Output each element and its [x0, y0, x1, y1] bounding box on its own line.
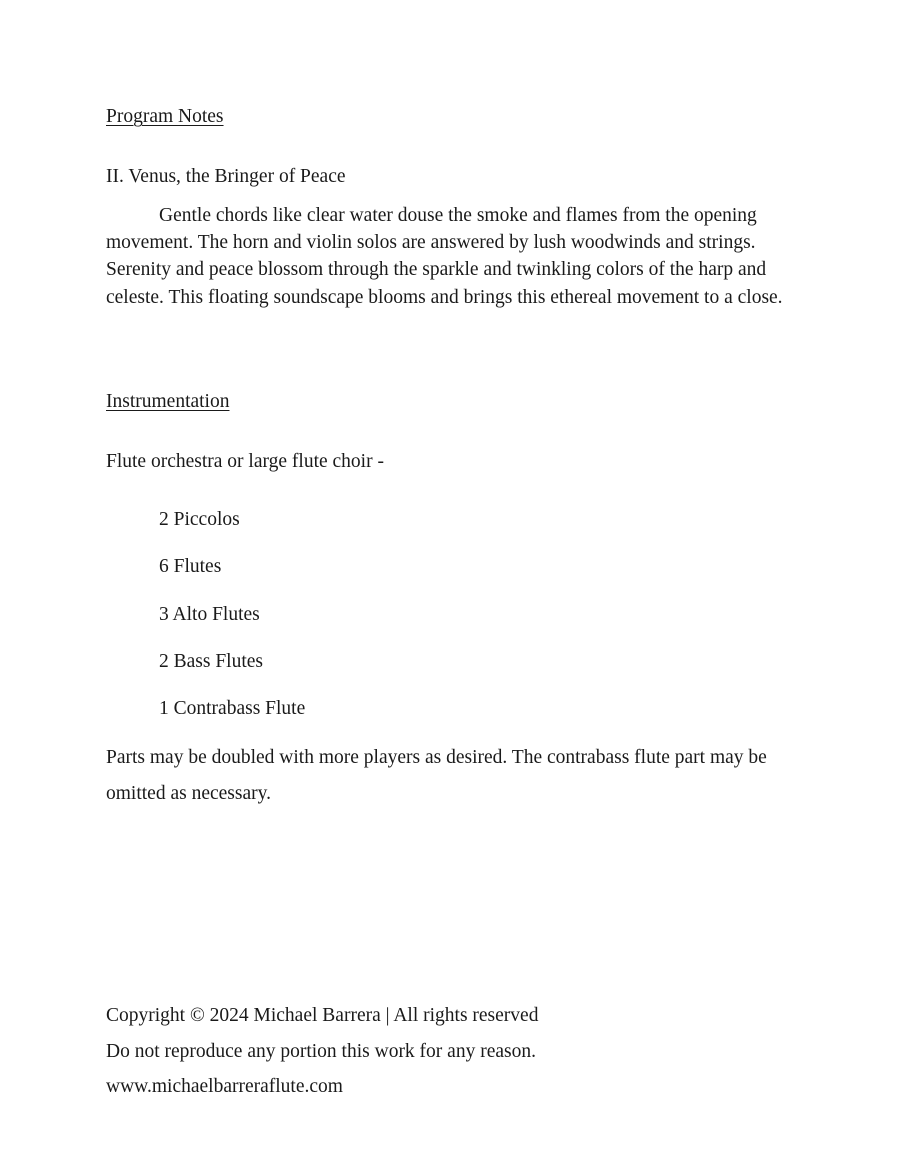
- program-notes-heading: Program Notes: [106, 106, 224, 127]
- instrument-list: [159, 509, 305, 745]
- list-item: 2 Bass Flutes: [159, 650, 264, 672]
- program-notes-paragraph: Gentle chords like clear water douse the smoke and flames from the opening movement. The horn and violin solos are answered by lush woodwinds and strings. Serenity and peace blossom through the sparkle and twinkling colors of the harp and celeste. This floating soundscape blooms and brings this ethereal movement to a close.: [106, 205, 783, 308]
- movement-title: II. Venus, the Bringer of Peace: [106, 166, 346, 187]
- list-item: 6 Flutes: [159, 556, 222, 578]
- instrumentation-intro: Flute orchestra or large flute choir -: [106, 451, 384, 472]
- instrumentation-heading: Instrumentation: [106, 391, 230, 412]
- copyright-line: Copyright © 2024 Michael Barrera | All rights reserved: [106, 1005, 539, 1026]
- list-item: 3 Alto Flutes: [159, 603, 260, 625]
- instrumentation-note: Parts may be doubled with more players as desired. The contrabass flute part may be omitted as necessary.: [106, 747, 767, 804]
- list-item: 2 Piccolos: [159, 509, 240, 530]
- list-item: 1 Contrabass Flute: [159, 698, 306, 720]
- website-link[interactable]: www.michaelbarreraflute.com: [106, 1076, 343, 1097]
- reproduction-warning: Do not reproduce any portion this work for any reason.: [106, 1041, 536, 1062]
